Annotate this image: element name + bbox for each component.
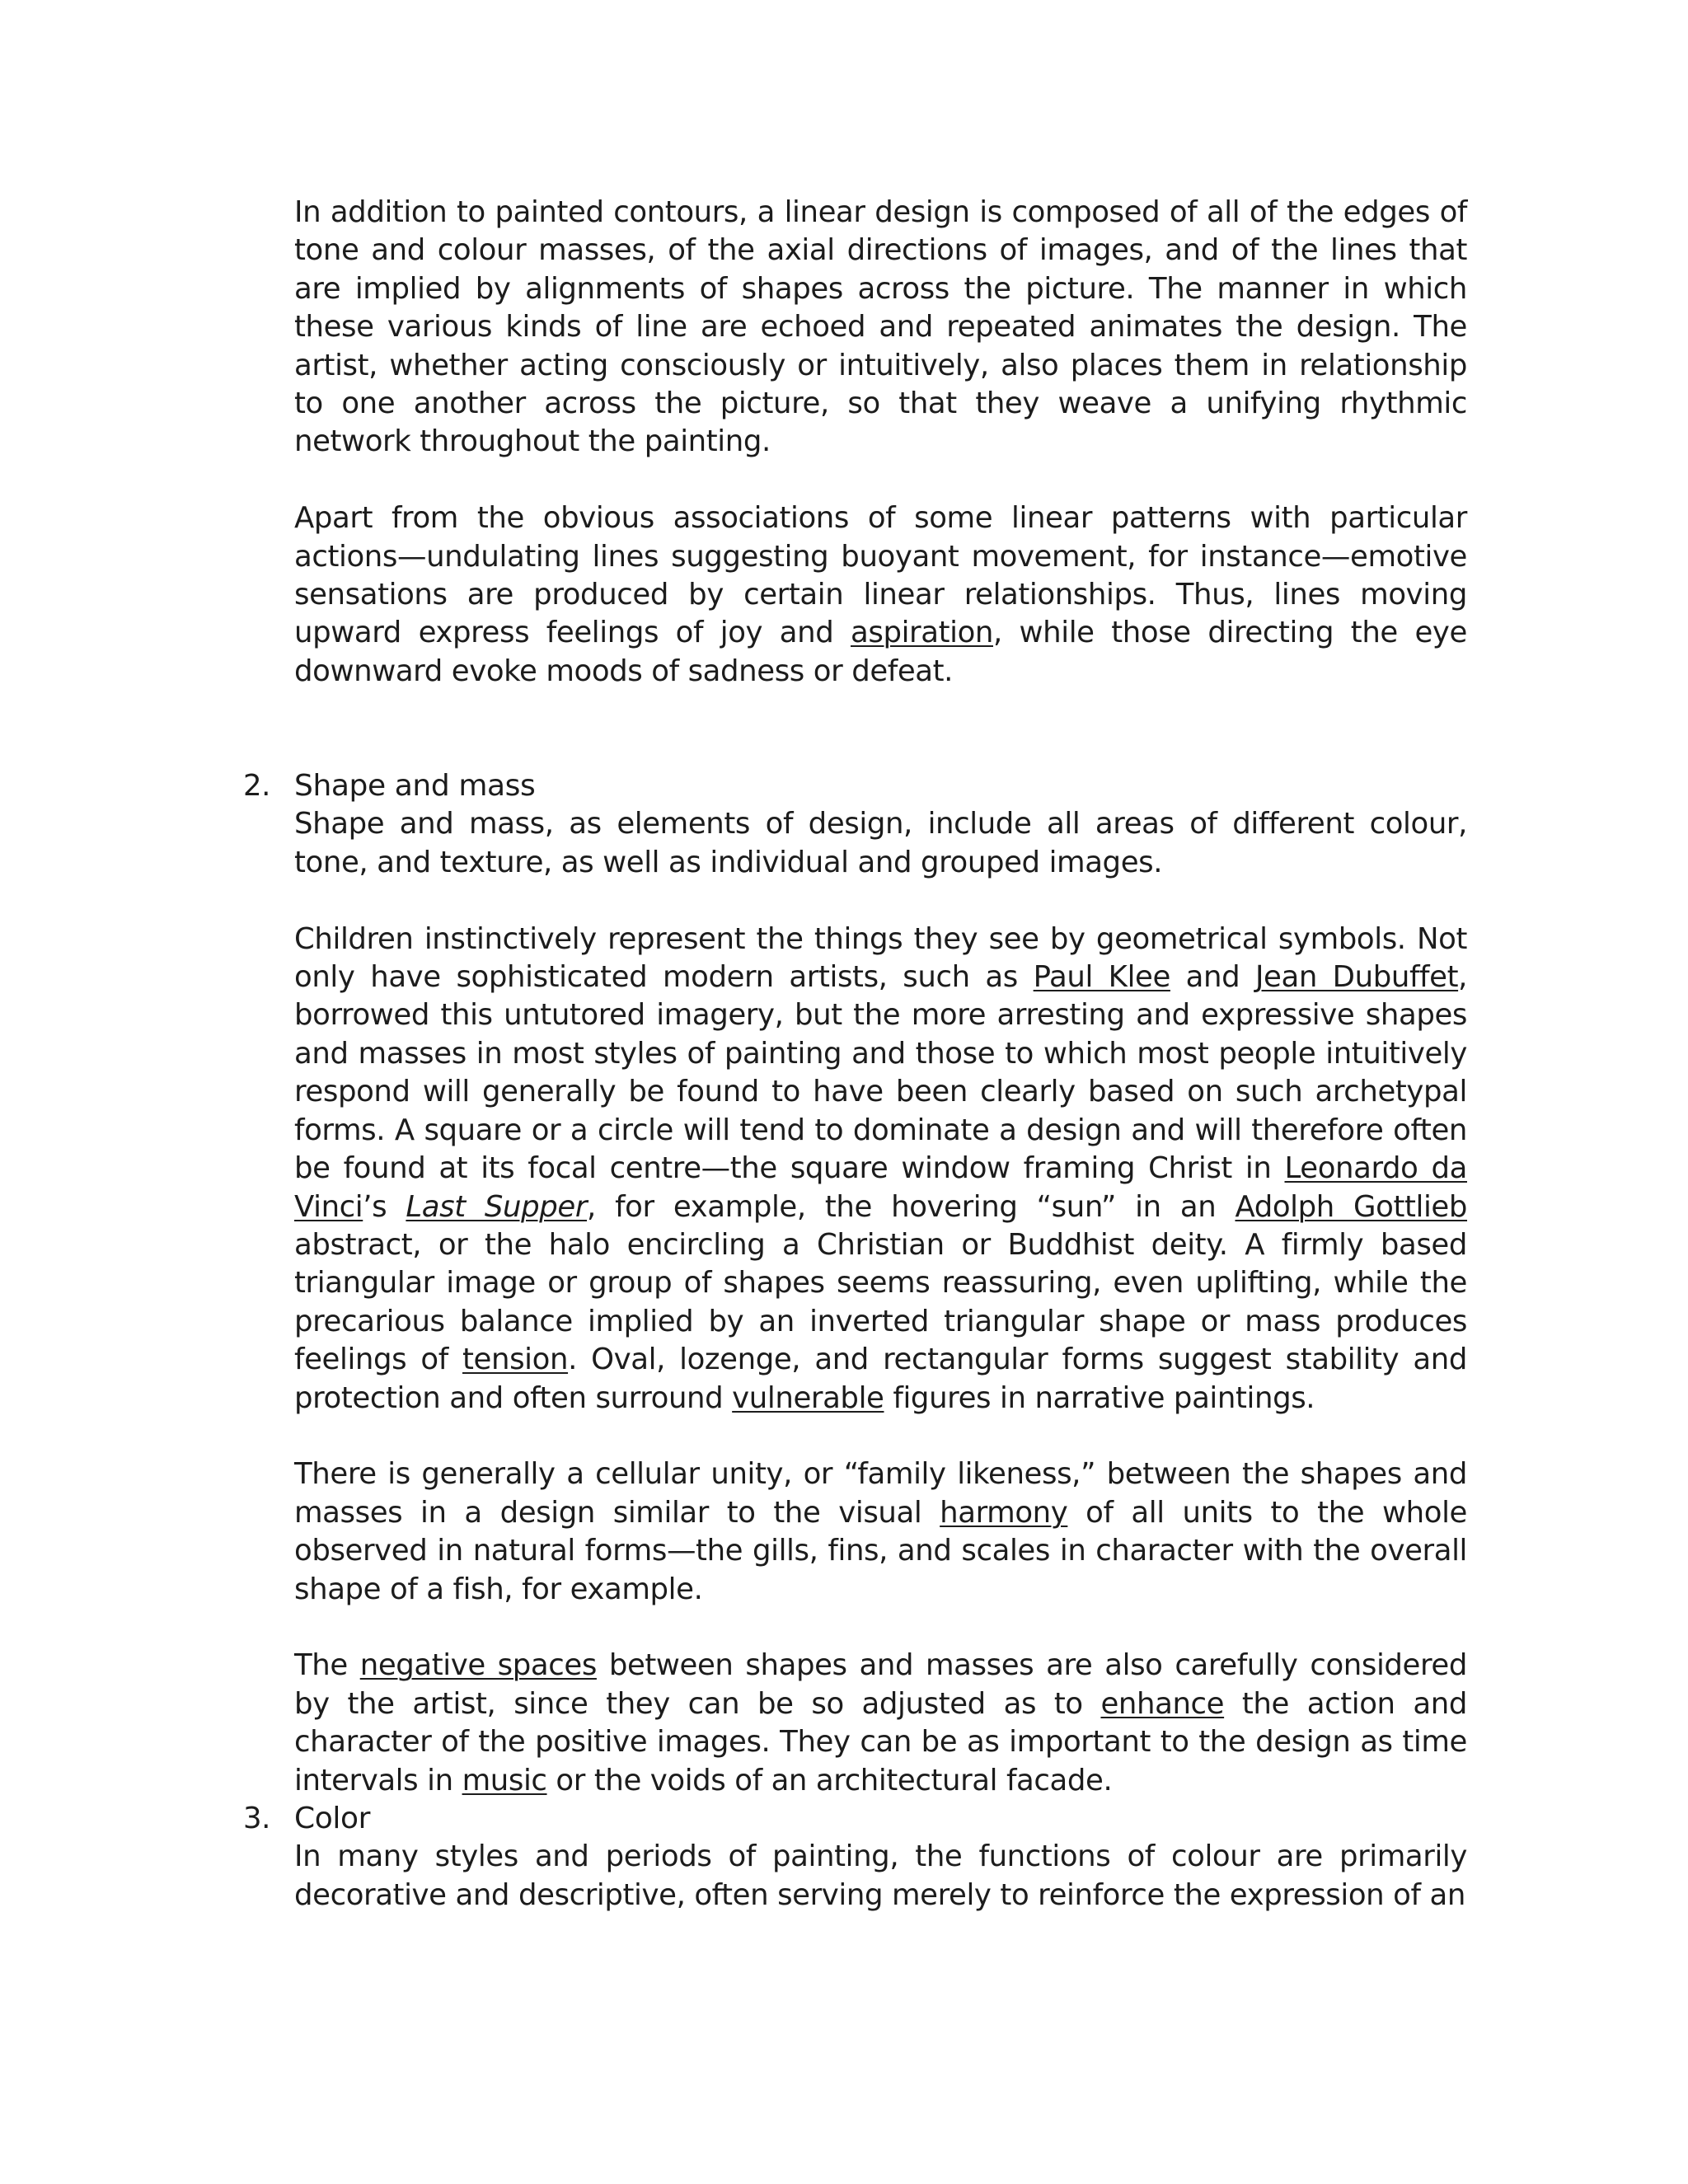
last-supper-title: Last Supper	[406, 1189, 588, 1224]
document-body	[243, 194, 1468, 1915]
link-tension[interactable]: tension	[462, 1343, 569, 1377]
text-run: and	[1170, 960, 1255, 995]
link-last-supper[interactable]	[406, 1190, 587, 1224]
link-enhance[interactable]: enhance	[1100, 1686, 1225, 1721]
text-run: , borrowed this untutored imagery, but the more arresting and expressive shapes and masses in most styles of painting and those to which most people intuitively respond will generally be found to have been clearly based on such archetypal forms. A square or a circle will tend to dominate a design and will therefore often be found at its focal centre—the square window framing Christ in	[294, 960, 1467, 1186]
link-leonardo-da-vinci[interactable]: Leonardo da Vinci	[294, 1151, 1467, 1224]
link-negative-spaces[interactable]: negative spaces	[359, 1648, 597, 1683]
link-aspiration[interactable]: aspiration	[851, 616, 993, 650]
link-vulnerable[interactable]: vulnerable	[732, 1380, 884, 1415]
text-run: , while those directing the eye downward evoke moods of sadness or defeat.	[294, 616, 1467, 688]
paragraph-linear-emotion	[294, 499, 1467, 691]
text-run: between shapes and masses are also carefully considered by the artist, since they can be so adjusted as to	[294, 1648, 1467, 1721]
paragraph-color-functions: In many styles and periods of painting, the functions of colour are primarily decorative and descriptive, often serving merely to reinforce the expression of an	[294, 1840, 1467, 1912]
paragraph-negative-spaces	[294, 1647, 1467, 1800]
text-run: Apart from the obvious associations of some linear patterns with particular actions—undulating lines suggesting buoyant movement, for instance—emotive sensations are produced by certain linear relationships. Thus, lines moving upward express feelings of joy and	[294, 501, 1467, 650]
list-number: 3.	[243, 1801, 271, 1835]
text-run: figures in narrative paintings.	[884, 1380, 1315, 1415]
text-run: There is generally a cellular unity, or “family likeness,” between the shapes and masses in a design similar to the visual	[294, 1457, 1467, 1530]
link-jean-dubuffet[interactable]: Jean Dubuffet	[1254, 960, 1459, 995]
text-run: ’s	[363, 1189, 406, 1224]
text-run: , for example, the hovering “sun” in an	[587, 1189, 1236, 1224]
paragraph-cellular-unity	[294, 1455, 1467, 1609]
section-shape-and-mass	[243, 767, 1468, 1800]
section-color	[243, 1800, 1467, 1915]
text-run: abstract, or the halo encircling a Christian or Buddhist deity. A firmly based triangular image or group of shapes seems reassuring, even uplifting, while the precarious balance implied by an inverted triangular shape or mass produces feelings of	[294, 1227, 1467, 1377]
section-heading-shape-and-mass: Shape and mass	[294, 769, 536, 804]
text-run: of all units to the whole observed in natural forms—the gills, fins, and scales in character with the overall shape of a fish, for example.	[294, 1495, 1467, 1606]
text-run: Children instinctively represent the things they see by geometrical symbols. Not only have sophisticated modern artists, such as	[294, 921, 1467, 995]
text-run: The	[294, 1648, 360, 1683]
paragraph-shape-definition: Shape and mass, as elements of design, include all areas of different colour, tone, and texture, as well as individual and grouped images.	[294, 807, 1467, 879]
text-run: or the voids of an architectural facade.	[546, 1763, 1113, 1797]
paragraph-linear-design: In addition to painted contours, a linear design is composed of all of the edges of tone and colour masses, of the axial directions of images, and of the lines that are implied by alignments of shapes across the picture. The manner in which these various kinds of line are echoed and repeated animates the design. The artist, whether acting consciously or intuitively, also places them in relationship to one another across the picture, so that they weave a unifying rhythmic network throughout the painting.	[294, 195, 1467, 459]
link-music[interactable]: music	[462, 1763, 547, 1797]
section-heading-color: Color	[294, 1801, 370, 1835]
text-run: . Oval, lozenge, and rectangular forms suggest stability and protection and often surround	[294, 1343, 1468, 1415]
link-adolph-gottlieb[interactable]: Adolph Gottlieb	[1235, 1189, 1468, 1224]
list-number: 2.	[243, 769, 271, 804]
link-harmony[interactable]: harmony	[940, 1495, 1068, 1530]
link-paul-klee[interactable]: Paul Klee	[1033, 960, 1170, 995]
text-run: the action and character of the positive images. They can be as important to the design as time intervals in	[294, 1686, 1467, 1797]
paragraph-archetypal-forms	[294, 921, 1467, 1418]
